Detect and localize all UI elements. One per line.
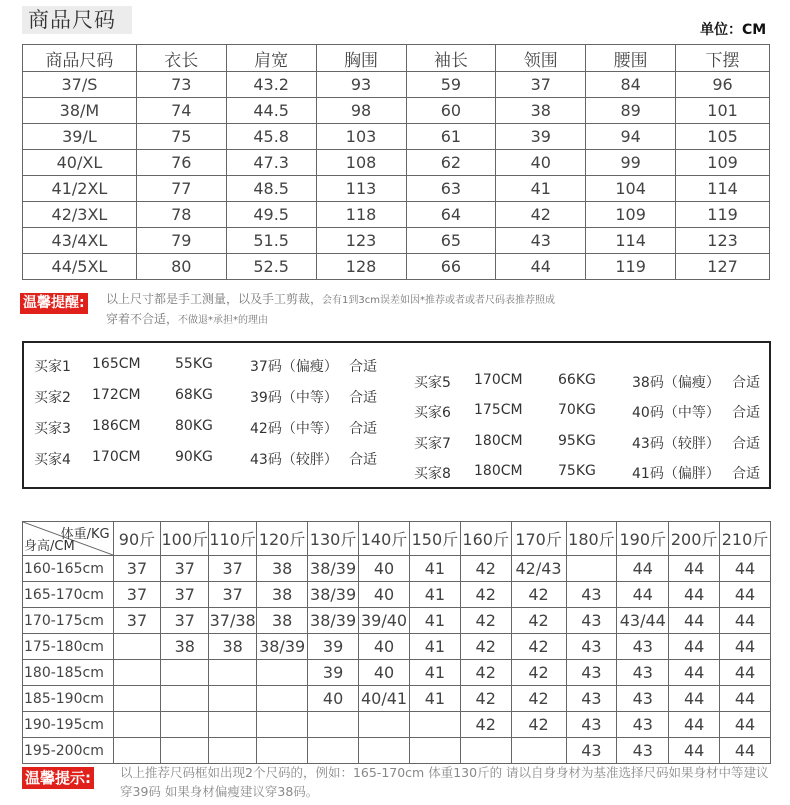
recommend-table-row xyxy=(23,686,771,712)
recommend-cell xyxy=(359,738,410,764)
recommend-cell: 43 xyxy=(566,660,617,686)
size-cell: 43 xyxy=(496,228,586,254)
recommend-cell: 42 xyxy=(511,712,566,738)
recommend-cell: 42 xyxy=(460,634,511,660)
weight-header: 140斤 xyxy=(359,522,410,556)
recommend-cell: 37 xyxy=(209,582,257,608)
height-range: 170-175cm xyxy=(23,608,114,634)
weight-header: 190斤 xyxy=(617,522,669,556)
buyer-height: 186CM xyxy=(92,418,141,434)
size-cell: 60 xyxy=(406,98,496,124)
corner-height-label: 身高/CM xyxy=(24,539,75,554)
weight-header: 100斤 xyxy=(161,522,209,556)
recommend-cell xyxy=(257,712,308,738)
size-cell: 109 xyxy=(586,202,676,228)
recommend-table-row xyxy=(23,634,771,660)
recommend-cell: 39/40 xyxy=(359,608,410,634)
recommend-cell: 38/39 xyxy=(308,582,359,608)
size-cell: 75 xyxy=(136,124,226,150)
recommend-cell xyxy=(410,712,461,738)
weight-header: 150斤 xyxy=(410,522,461,556)
size-cell: 38/M xyxy=(23,98,137,124)
recommend-cell xyxy=(308,712,359,738)
recommend-cell xyxy=(113,686,161,712)
size-cell: 73 xyxy=(136,72,226,98)
buyer-height: 175CM xyxy=(474,402,523,418)
reminder-line-1-main: 以上尺寸都是手工测量，以及手工剪裁， xyxy=(106,292,323,306)
size-cell: 49.5 xyxy=(226,202,316,228)
recommend-cell: 41 xyxy=(410,608,461,634)
buyer-weight: 95KG xyxy=(558,433,596,449)
height-range: 190-195cm xyxy=(23,712,114,738)
height-range: 165-170cm xyxy=(23,582,114,608)
buyer-name: 买家5 xyxy=(414,375,451,391)
weight-header: 110斤 xyxy=(209,522,257,556)
recommend-cell: 43 xyxy=(617,634,669,660)
size-cell: 114 xyxy=(676,176,770,202)
size-cell: 39 xyxy=(496,124,586,150)
buyer-fit: 合适 xyxy=(732,375,760,391)
buyer-fit: 合适 xyxy=(349,421,377,437)
size-cell: 119 xyxy=(586,254,676,280)
size-cell: 43.2 xyxy=(226,72,316,98)
recommend-cell xyxy=(308,738,359,764)
recommend-cell xyxy=(359,712,410,738)
size-cell: 101 xyxy=(676,98,770,124)
size-cell: 127 xyxy=(676,254,770,280)
recommend-cell: 42 xyxy=(511,660,566,686)
buyer-height: 172CM xyxy=(92,387,141,403)
size-cell: 74 xyxy=(136,98,226,124)
recommend-cell xyxy=(511,738,566,764)
weight-header: 160斤 xyxy=(460,522,511,556)
buyer-weight: 75KG xyxy=(558,463,596,479)
recommend-cell: 38/39 xyxy=(308,608,359,634)
size-cell: 62 xyxy=(406,150,496,176)
recommend-cell: 37 xyxy=(161,608,209,634)
recommend-cell xyxy=(209,660,257,686)
buyer-fit: 合适 xyxy=(349,452,377,468)
size-cell: 118 xyxy=(316,202,406,228)
size-column-header: 袖长 xyxy=(406,45,496,72)
size-cell: 105 xyxy=(676,124,770,150)
recommend-cell: 42 xyxy=(511,634,566,660)
size-cell: 123 xyxy=(316,228,406,254)
size-cell: 47.3 xyxy=(226,150,316,176)
buyer-weight: 66KG xyxy=(558,372,596,388)
size-cell: 37 xyxy=(496,72,586,98)
recommend-cell: 43 xyxy=(566,686,617,712)
size-column-header: 腰围 xyxy=(586,45,676,72)
recommend-cell: 44 xyxy=(669,608,720,634)
height-range: 175-180cm xyxy=(23,634,114,660)
recommend-cell: 39 xyxy=(308,634,359,660)
buyer-name: 买家4 xyxy=(34,452,71,468)
size-column-header: 下摆 xyxy=(676,45,770,72)
recommend-table-row xyxy=(23,582,771,608)
size-column-header: 领围 xyxy=(496,45,586,72)
size-cell: 80 xyxy=(136,254,226,280)
recommend-cell: 44 xyxy=(669,738,720,764)
size-cell: 123 xyxy=(676,228,770,254)
corner-cell xyxy=(23,522,114,556)
size-cell: 40 xyxy=(496,150,586,176)
buyer-size: 39码（中等） xyxy=(250,390,338,406)
recommend-cell: 43 xyxy=(617,686,669,712)
buyer-name: 买家1 xyxy=(34,359,71,375)
recommend-cell: 44 xyxy=(720,660,771,686)
recommend-cell: 43 xyxy=(566,608,617,634)
size-cell: 37/S xyxy=(23,72,137,98)
recommend-cell: 42 xyxy=(511,686,566,712)
recommend-cell xyxy=(566,556,617,582)
size-cell: 39/L xyxy=(23,124,137,150)
recommend-cell: 37 xyxy=(113,582,161,608)
buyer-size: 37码（偏瘦） xyxy=(250,359,338,375)
buyer-fit: 合适 xyxy=(732,405,760,421)
size-cell: 48.5 xyxy=(226,176,316,202)
size-column-header: 商品尺码 xyxy=(23,45,137,72)
recommend-cell: 38 xyxy=(257,556,308,582)
recommend-cell: 43 xyxy=(617,712,669,738)
weight-header: 120斤 xyxy=(257,522,308,556)
size-cell: 114 xyxy=(586,228,676,254)
tip-badge: 温馨提示: xyxy=(22,767,94,789)
reminder-badge: 温馨提醒: xyxy=(20,293,88,314)
buyer-size: 40码（中等） xyxy=(632,405,720,421)
recommend-cell: 38/39 xyxy=(257,634,308,660)
recommend-table-row xyxy=(23,738,771,764)
recommend-cell: 37 xyxy=(113,556,161,582)
recommend-cell: 44 xyxy=(669,634,720,660)
size-cell: 65 xyxy=(406,228,496,254)
recommend-cell: 40 xyxy=(308,686,359,712)
recommend-cell xyxy=(161,738,209,764)
buyer-fit: 合适 xyxy=(349,359,377,375)
size-table xyxy=(22,44,770,280)
size-cell: 61 xyxy=(406,124,496,150)
recommend-cell xyxy=(161,686,209,712)
recommend-cell: 43 xyxy=(566,738,617,764)
unit-label: 单位：CM xyxy=(700,22,767,38)
size-cell: 113 xyxy=(316,176,406,202)
recommend-cell xyxy=(460,738,511,764)
recommend-cell: 40/41 xyxy=(359,686,410,712)
recommend-cell: 44 xyxy=(669,712,720,738)
recommend-cell xyxy=(113,660,161,686)
recommend-cell: 41 xyxy=(410,686,461,712)
recommend-cell: 44 xyxy=(720,634,771,660)
size-cell: 44 xyxy=(496,254,586,280)
recommend-cell: 44 xyxy=(720,556,771,582)
size-table-header xyxy=(23,45,770,72)
recommend-cell: 37 xyxy=(113,608,161,634)
size-table-row xyxy=(23,124,770,150)
size-cell: 79 xyxy=(136,228,226,254)
recommend-cell: 44 xyxy=(720,608,771,634)
recommend-table-row xyxy=(23,608,771,634)
buyer-size: 38码（偏瘦） xyxy=(632,375,720,391)
tip-text: 以上推荐尺码框如出现2个尺码的，例如：165-170cm 体重130斤的 请以自身身材为基准选择尺码如果身材中等建议穿39码 如果身材偏瘦建议穿38码。 xyxy=(120,765,769,799)
buyer-weight: 55KG xyxy=(175,356,213,372)
size-cell: 40/XL xyxy=(23,150,137,176)
weight-header: 90斤 xyxy=(113,522,161,556)
recommend-cell xyxy=(113,712,161,738)
recommend-cell: 42 xyxy=(460,686,511,712)
buyer-weight: 70KG xyxy=(558,402,596,418)
size-cell: 41 xyxy=(496,176,586,202)
weight-header: 180斤 xyxy=(566,522,617,556)
size-cell: 64 xyxy=(406,202,496,228)
recommend-cell: 38 xyxy=(209,634,257,660)
recommend-cell: 44 xyxy=(720,738,771,764)
recommend-cell xyxy=(209,738,257,764)
buyer-height: 170CM xyxy=(92,449,141,465)
size-cell: 99 xyxy=(586,150,676,176)
size-table-row xyxy=(23,228,770,254)
buyer-name: 买家6 xyxy=(414,405,451,421)
size-cell: 119 xyxy=(676,202,770,228)
size-cell: 42 xyxy=(496,202,586,228)
size-table-row xyxy=(23,202,770,228)
recommend-cell: 38/39 xyxy=(308,556,359,582)
recommend-cell xyxy=(161,660,209,686)
size-cell: 128 xyxy=(316,254,406,280)
recommend-cell: 41 xyxy=(410,582,461,608)
recommend-cell: 43/44 xyxy=(617,608,669,634)
reminder-line-2-main: 穿着不合适， xyxy=(106,312,179,326)
recommend-cell: 42 xyxy=(460,556,511,582)
size-cell: 98 xyxy=(316,98,406,124)
buyer-name: 买家7 xyxy=(414,436,451,452)
recommend-cell xyxy=(257,660,308,686)
recommend-cell: 37 xyxy=(161,582,209,608)
size-cell: 41/2XL xyxy=(23,176,137,202)
size-cell: 45.8 xyxy=(226,124,316,150)
size-table-row xyxy=(23,98,770,124)
height-range: 185-190cm xyxy=(23,686,114,712)
size-table-row xyxy=(23,254,770,280)
recommend-cell: 44 xyxy=(669,660,720,686)
size-cell: 76 xyxy=(136,150,226,176)
size-cell: 89 xyxy=(586,98,676,124)
page-title: 商品尺码 xyxy=(28,8,116,32)
recommend-cell: 41 xyxy=(410,660,461,686)
size-cell: 93 xyxy=(316,72,406,98)
recommend-cell xyxy=(257,738,308,764)
recommend-cell: 44 xyxy=(669,686,720,712)
recommend-cell: 38 xyxy=(257,582,308,608)
buyer-size: 42码（中等） xyxy=(250,421,338,437)
reminder-line-2 xyxy=(106,311,268,329)
size-cell: 44.5 xyxy=(226,98,316,124)
recommend-cell: 42 xyxy=(460,660,511,686)
recommend-cell: 44 xyxy=(720,686,771,712)
recommend-cell: 41 xyxy=(410,556,461,582)
height-range: 195-200cm xyxy=(23,738,114,764)
reminder-line-1 xyxy=(106,291,555,309)
recommend-cell xyxy=(209,712,257,738)
weight-header: 130斤 xyxy=(308,522,359,556)
recommend-cell: 42 xyxy=(511,582,566,608)
corner-weight-label: 体重/KG xyxy=(60,527,110,542)
recommend-cell: 43 xyxy=(617,660,669,686)
recommend-table-row xyxy=(23,556,771,582)
recommend-cell xyxy=(410,738,461,764)
recommend-cell: 42/43 xyxy=(511,556,566,582)
recommend-table xyxy=(22,521,771,764)
size-cell: 42/3XL xyxy=(23,202,137,228)
size-column-header: 肩宽 xyxy=(226,45,316,72)
buyer-name: 买家2 xyxy=(34,390,71,406)
buyer-size: 41码（偏胖） xyxy=(632,466,720,482)
buyer-fit: 合适 xyxy=(732,466,760,482)
recommend-table-header xyxy=(23,522,771,556)
recommend-cell: 42 xyxy=(460,712,511,738)
recommend-cell: 38 xyxy=(257,608,308,634)
size-cell: 52.5 xyxy=(226,254,316,280)
size-column-header: 胸围 xyxy=(316,45,406,72)
recommend-cell: 40 xyxy=(359,660,410,686)
recommend-cell: 41 xyxy=(410,634,461,660)
size-table-row xyxy=(23,176,770,202)
buyer-height: 180CM xyxy=(474,433,523,449)
recommend-cell: 43 xyxy=(566,582,617,608)
buyer-weight: 90KG xyxy=(175,449,213,465)
reminder-line-1-small: 会有1到3cm误差如因*推荐或者或者尺码表推荐照成 xyxy=(322,295,555,306)
size-cell: 51.5 xyxy=(226,228,316,254)
weight-header: 170斤 xyxy=(511,522,566,556)
recommend-cell xyxy=(113,738,161,764)
weight-header: 210斤 xyxy=(720,522,771,556)
size-cell: 78 xyxy=(136,202,226,228)
recommend-cell: 42 xyxy=(460,582,511,608)
buyer-fit: 合适 xyxy=(349,390,377,406)
recommend-cell: 42 xyxy=(460,608,511,634)
size-cell: 66 xyxy=(406,254,496,280)
recommend-cell: 39 xyxy=(308,660,359,686)
recommend-cell: 42 xyxy=(511,608,566,634)
recommend-cell: 44 xyxy=(669,582,720,608)
size-cell: 38 xyxy=(496,98,586,124)
recommend-cell: 43 xyxy=(566,712,617,738)
recommend-cell xyxy=(113,634,161,660)
buyer-height: 170CM xyxy=(474,372,523,388)
recommend-cell: 44 xyxy=(720,712,771,738)
weight-header: 200斤 xyxy=(669,522,720,556)
recommend-cell xyxy=(161,712,209,738)
reminder-line-2-small: 不做退*承担*的理由 xyxy=(178,315,269,326)
size-cell: 96 xyxy=(676,72,770,98)
size-cell: 109 xyxy=(676,150,770,176)
buyer-name: 买家8 xyxy=(414,466,451,482)
size-cell: 108 xyxy=(316,150,406,176)
recommend-cell: 44 xyxy=(669,556,720,582)
recommend-cell: 40 xyxy=(359,634,410,660)
buyer-height: 180CM xyxy=(474,463,523,479)
buyer-name: 买家3 xyxy=(34,421,71,437)
size-table-row xyxy=(23,72,770,98)
buyer-height: 165CM xyxy=(92,356,141,372)
buyer-fit: 合适 xyxy=(732,436,760,452)
recommend-cell: 37/38 xyxy=(209,608,257,634)
size-cell: 94 xyxy=(586,124,676,150)
buyer-size: 43码（较胖） xyxy=(250,452,338,468)
size-column-header: 衣长 xyxy=(136,45,226,72)
recommend-cell xyxy=(257,686,308,712)
size-cell: 59 xyxy=(406,72,496,98)
recommend-cell: 40 xyxy=(359,556,410,582)
recommend-cell: 40 xyxy=(359,582,410,608)
recommend-cell: 44 xyxy=(720,582,771,608)
recommend-cell: 37 xyxy=(161,556,209,582)
size-cell: 84 xyxy=(586,72,676,98)
height-range: 160-165cm xyxy=(23,556,114,582)
recommend-table-row xyxy=(23,712,771,738)
recommend-cell xyxy=(209,686,257,712)
size-cell: 77 xyxy=(136,176,226,202)
size-table-row xyxy=(23,150,770,176)
recommend-cell: 43 xyxy=(566,634,617,660)
recommend-table-row xyxy=(23,660,771,686)
size-cell: 63 xyxy=(406,176,496,202)
size-cell: 104 xyxy=(586,176,676,202)
recommend-cell: 38 xyxy=(161,634,209,660)
recommend-cell: 43 xyxy=(617,738,669,764)
buyer-weight: 80KG xyxy=(175,418,213,434)
recommend-cell: 44 xyxy=(617,556,669,582)
buyer-weight: 68KG xyxy=(175,387,213,403)
recommend-cell: 44 xyxy=(617,582,669,608)
size-cell: 44/5XL xyxy=(23,254,137,280)
size-cell: 103 xyxy=(316,124,406,150)
height-range: 180-185cm xyxy=(23,660,114,686)
size-cell: 43/4XL xyxy=(23,228,137,254)
recommend-cell: 37 xyxy=(209,556,257,582)
buyer-size: 43码（较胖） xyxy=(632,436,720,452)
